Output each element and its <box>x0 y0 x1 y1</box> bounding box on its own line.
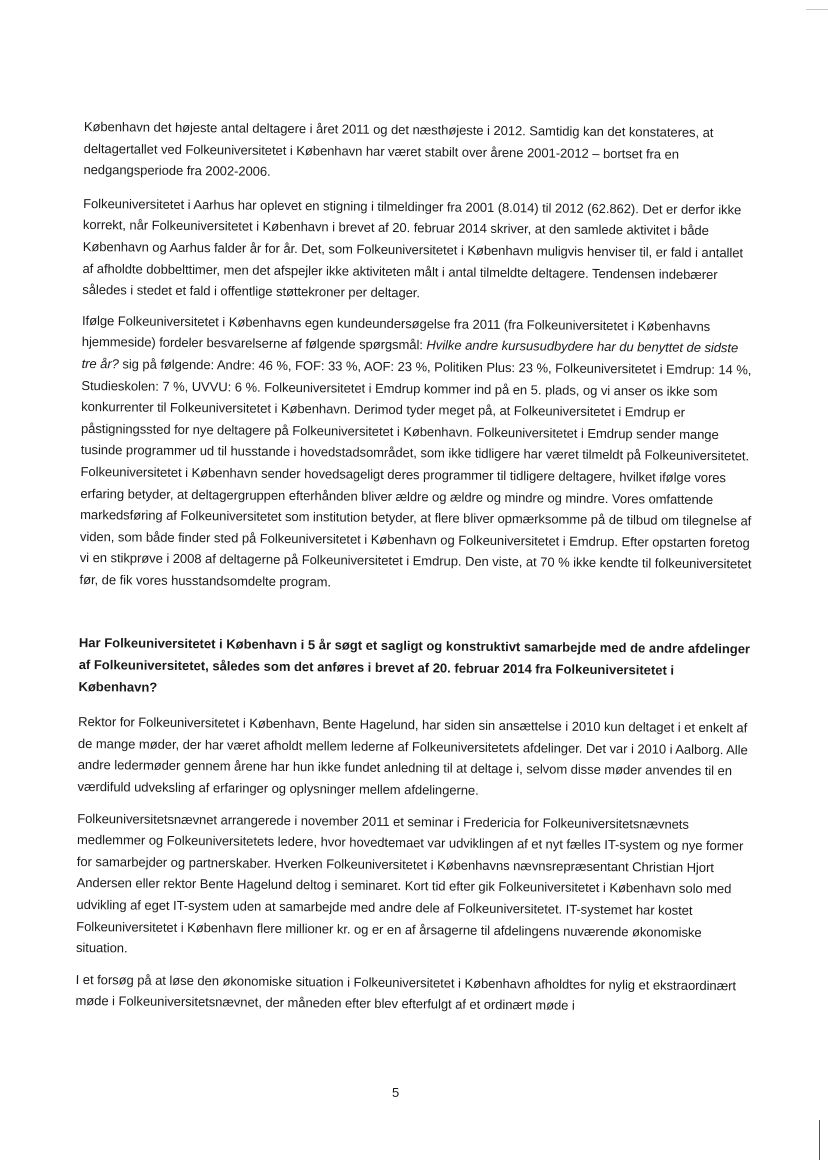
scan-edge-mark <box>806 9 828 10</box>
survey-text-before: Ifølge Folkeuniversitetet i Københavns egen kundeundersøgelse fra 2011 (fra Folkeuniversitetet i Københavns hjemmeside) fordeler besvarelserne af følgende spørgsmål: <box>81 312 711 353</box>
paragraph-rektor-moder: Rektor for Folkeuniversitetet i København, Bente Hagelund, har siden sin ansættelse i 2010 kun deltaget i et enkelt af de mange møder, der har været afholdt mellem lederne af Folkeuniversitetets afdelinger. Det var i 2010 i Aalborg. Alle andre ledermøder gennem årene har hun ikke fundet anledning til at deltage i, selvom disse møder anvendes til en værdifuld udveksling af erfaringer og oplysninger mellem afdelingerne. <box>77 714 748 798</box>
paragraph-seminar-fredericia: Folkeuniversitetsnævnet arrangerede i november 2011 et seminar i Fredericia for Folkeuniversitetsnævnets medlemmer og Folkeuniversitetets ledere, hvor hovedtemaet var udviklingen af et nyt fælles IT-system og nye former for samarbejder og partnerskaber. Hverken Folkeuniversitetet i Københavns nævnsrepræsentant Christian Hjort Andersen eller rektor Bente Hagelund deltog i seminaret. Kort tid efter gik Folkeuniversitetet i København solo med udvikling af eget IT-system uden at samarbejde med andre dele af Folkeuniversitetet. IT-systemet har kostet Folkeuniversitetet i København flere millioner kr. og er en af årsagerne til afdelingens nuværende økonomiske situation. <box>75 810 744 956</box>
scan-edge-line <box>819 1120 820 1160</box>
page-number: 5 <box>392 1085 400 1100</box>
page-content <box>75 116 756 1028</box>
paragraph-deltagere-kobenhavn: København det højeste antal deltagere i året 2011 og det næsthøjeste i 2012. Samtidig kan det konstateres, at deltagertallet ved Folkeuniversitetet i København har været stabilt over årene 2001-2012 – bortset fra en nedgangsperiode fra 2002-2006. <box>83 118 714 179</box>
section-heading: Har Folkeuniversitetet i København i 5 år søgt et sagligt og konstruktivt samarbejde med de andre afdelinger af Folkeuniversitetet, således som det anføres i brevet af 20. februar 2014 fra Folkeuniversitetet i København? <box>78 635 751 695</box>
paragraph-kundeundersogelse <box>79 310 754 597</box>
paragraph-okonomisk-situation: I et forsøg på at løse den økonomiske situation i Folkeuniversitetet i København afholdtes for nylig et ekstraordinært møde i Folkeuniversitetsnævnet, der måneden efter blev efterfulgt af et ordinært møde i <box>75 971 737 1014</box>
survey-question: Hvilke andre kursusudbydere har du benyttet de sidste tre år? <box>81 337 739 372</box>
survey-text-after: sig på følgende: Andre: 46 %, FOF: 33 %, AOF: 23 %, Politiken Plus: 23 %, Folkeuniversitetet i Emdrup: 14 %, Studieskolen: 7 %, UVVU: 6 %. Folkeuniversitetet i Emdrup kommer ind på en 5. plads, og vi anser os ikke som konkurrenter til Folkeuniversitetet i København. Derimod tyder meget på, at Folkeuniversitetet i Emdrup er påstigningssted for nye deltagere på Folkeuniversitetet i København. Folkeuniversitetet i Emdrup sender mange tusinde programmer ud til husstande i hovedstadsområdet, som ikke tidligere har været tilmeldt på Folkeuniversitetet. Folkeuniversitetet i København sender hovedsageligt deres programmer til tidligere deltagere, hvilket ifølge vores erfaring betyder, at deltagergruppen efterhånden bliver ældre og ældre og mindre og mindre. Vores omfattende markedsføring af Folkeuniversitetet som institution betyder, at flere bliver opmærksomme på de tilbud om tilegnelse af viden, som både finder sted på Folkeuniversitetet i København og Folkeuniversitetet i Emdrup. Efter opstarten foretog vi en stikprøve i 2008 af deltagerne på Folkeuniversitetet i Emdrup. Den viste, at 70 % ikke kendte til folkeuniversitetet før, de fik vores husstandsomdelte program. <box>79 356 752 590</box>
paragraph-aarhus-tilmeldinger: Folkeuniversitetet i Aarhus har oplevet en stigning i tilmeldinger fra 2001 (8.014) til 2012 (62.862). Det er derfor ikke korrekt, når Folkeuniversitetet i København i brevet af 20. februar 2014 skriver, at den samlede aktivitet i både København og Aarhus falder år for år. Det, som Folkeuniversitetet i København muligvis henviser til, er fald i antallet af afholdte dobbelttimer, men det afspejler ikke aktiviteten målt i antal tilmeldte deltagere. Tendensen indebærer således i stedet et fald i offentlige støttekroner per deltager. <box>82 195 744 301</box>
